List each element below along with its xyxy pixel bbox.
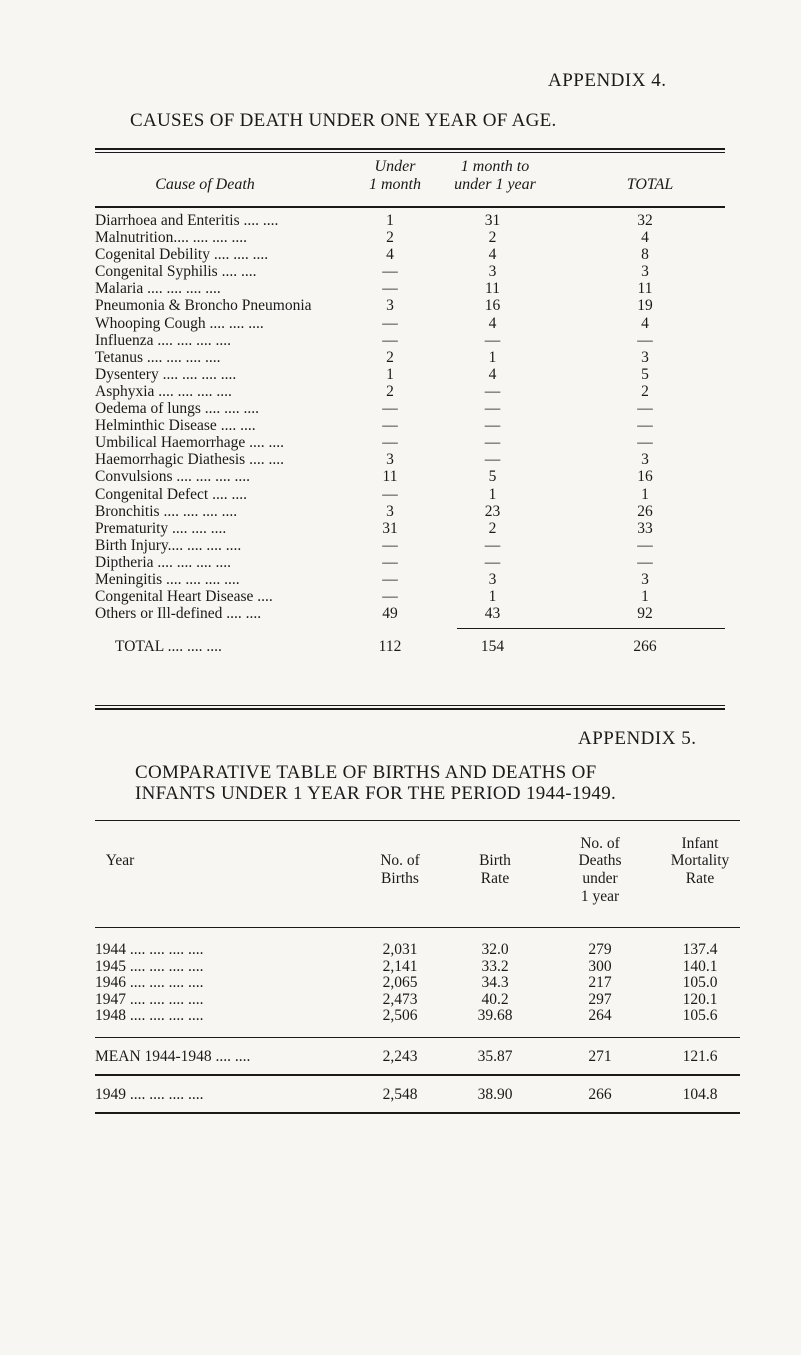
table-row bbox=[95, 942, 735, 959]
table-row bbox=[95, 992, 735, 1009]
cause-cell: Diptheria .... .... .... .... bbox=[95, 553, 232, 571]
under1m-cell: 49 bbox=[382, 605, 398, 623]
table1-top-rule-thin bbox=[95, 152, 725, 153]
m1to1y-cell: 4 bbox=[488, 365, 497, 383]
m1to1y-cell: 4 bbox=[488, 314, 497, 332]
total-cell: — bbox=[637, 331, 653, 349]
births-cell: 2,031 bbox=[382, 941, 418, 958]
table-row bbox=[95, 280, 720, 297]
total-cell: 16 bbox=[637, 468, 653, 486]
m1to1y-cell: — bbox=[484, 400, 501, 418]
table-row bbox=[95, 349, 720, 366]
header-under1m-line2: 1 month bbox=[369, 176, 421, 193]
deaths-cell: 279 bbox=[588, 941, 612, 958]
table1-bottom-rule bbox=[95, 708, 725, 710]
total-cell: 5 bbox=[641, 365, 649, 383]
table1-body bbox=[95, 212, 720, 622]
table-row bbox=[95, 417, 720, 434]
table-row bbox=[95, 486, 720, 503]
infant-mortality-cell: 137.4 bbox=[682, 941, 718, 958]
under1m-cell: — bbox=[382, 434, 398, 452]
m1to1y-cell: 23 bbox=[484, 502, 501, 520]
table-row bbox=[95, 554, 720, 571]
cause-cell: Malnutrition.... .... .... .... bbox=[95, 229, 247, 247]
under1m-cell: — bbox=[382, 553, 398, 571]
under1m-cell: 2 bbox=[386, 229, 394, 247]
m1to1y-cell: — bbox=[484, 434, 501, 452]
cause-cell: Convulsions .... .... .... .... bbox=[95, 468, 251, 486]
infant-mortality-cell: 140.1 bbox=[682, 957, 718, 975]
cause-cell: Others or Ill-defined .... .... bbox=[95, 605, 262, 623]
deaths-cell: 217 bbox=[588, 974, 612, 991]
mean-births: 2,243 bbox=[382, 1047, 418, 1065]
header-deaths-line3: under bbox=[582, 870, 618, 887]
table-row bbox=[95, 297, 720, 314]
total-cell: 92 bbox=[637, 605, 653, 623]
table-row bbox=[95, 451, 720, 468]
total-cell: 4 bbox=[641, 314, 649, 332]
total-cell: 1 bbox=[641, 485, 649, 503]
m1to1y-cell: — bbox=[484, 417, 501, 435]
table-row bbox=[95, 383, 720, 400]
header-m1to1y-line2: under 1 year bbox=[454, 176, 536, 193]
header-year: Year bbox=[105, 852, 135, 869]
m1to1y-cell: 5 bbox=[488, 468, 497, 486]
total-cell: 3 bbox=[641, 263, 649, 281]
under1m-cell: — bbox=[382, 588, 398, 606]
table1-total-rule bbox=[457, 628, 725, 629]
births-cell: 2,141 bbox=[382, 957, 418, 975]
header-births-line2: Births bbox=[381, 870, 419, 887]
births-deaths-table bbox=[95, 827, 735, 1114]
table-row bbox=[95, 975, 735, 992]
table-row bbox=[95, 520, 720, 537]
table-row bbox=[95, 366, 720, 383]
total-cell: 1 bbox=[641, 588, 649, 606]
infant-mortality-cell: 120.1 bbox=[682, 990, 718, 1008]
total-m1to1y: 154 bbox=[480, 638, 505, 656]
cause-cell: Dysentery .... .... .... .... bbox=[95, 365, 237, 383]
total-cell: — bbox=[637, 400, 653, 418]
table1-total-row bbox=[95, 633, 720, 661]
header-deaths-line4: 1 year bbox=[580, 888, 620, 905]
m1to1y-cell: — bbox=[484, 331, 501, 349]
header-imr-line2: Mortality bbox=[670, 852, 730, 869]
deaths-cell: 300 bbox=[588, 957, 612, 975]
under1m-cell: — bbox=[382, 570, 398, 588]
header-cause: Cause of Death bbox=[155, 176, 255, 193]
cause-cell: Whooping Cough .... .... .... bbox=[95, 314, 264, 332]
m1to1y-cell: 43 bbox=[484, 605, 501, 623]
under1m-cell: — bbox=[382, 536, 398, 554]
under1m-cell: — bbox=[382, 280, 398, 298]
table1-header bbox=[95, 158, 720, 206]
header-total: TOTAL bbox=[626, 176, 674, 193]
birth-rate-cell: 33.2 bbox=[481, 957, 509, 975]
births-cell: 2,506 bbox=[382, 1007, 418, 1024]
table2-header-rule bbox=[95, 927, 740, 928]
m1to1y-cell: — bbox=[484, 553, 501, 571]
table2-mean-row bbox=[95, 1042, 735, 1072]
total-cell: 32 bbox=[637, 212, 653, 229]
total-cell: — bbox=[637, 434, 653, 452]
row-1949-rate: 38.90 bbox=[477, 1085, 513, 1103]
m1to1y-cell: 3 bbox=[488, 263, 497, 281]
table-row bbox=[95, 588, 720, 605]
cause-cell: Congenital Defect .... .... bbox=[95, 485, 247, 503]
total-cell: 33 bbox=[637, 519, 653, 537]
mean-rate: 35.87 bbox=[477, 1047, 513, 1065]
table1-header-rule bbox=[95, 206, 725, 208]
under1m-cell: 2 bbox=[386, 348, 394, 366]
cause-cell: Asphyxia .... .... .... .... bbox=[95, 382, 232, 400]
total-cell: 4 bbox=[641, 229, 649, 247]
row-1949-births: 2,548 bbox=[382, 1085, 418, 1103]
table2-mean-top-rule bbox=[95, 1037, 740, 1038]
header-m1to1y-line1: 1 month to bbox=[460, 158, 530, 175]
m1to1y-cell: — bbox=[484, 536, 501, 554]
year-cell: 1946 .... .... .... .... bbox=[95, 974, 204, 991]
appendix-4-label: APPENDIX 4. bbox=[548, 70, 667, 91]
cause-cell: Cogenital Debility .... .... .... bbox=[95, 246, 269, 264]
table-row bbox=[95, 1008, 735, 1025]
total-cell: 3 bbox=[641, 451, 649, 469]
under1m-cell: 3 bbox=[386, 451, 394, 469]
m1to1y-cell: 4 bbox=[488, 246, 497, 264]
m1to1y-cell: 3 bbox=[488, 570, 497, 588]
cause-cell: Meningitis .... .... .... .... bbox=[95, 570, 240, 588]
header-births-line1: No. of bbox=[380, 852, 420, 869]
under1m-cell: 3 bbox=[386, 297, 394, 315]
deaths-cell: 297 bbox=[588, 990, 612, 1008]
year-cell: 1947 .... .... .... .... bbox=[95, 990, 204, 1008]
table-row bbox=[95, 263, 720, 280]
table-row bbox=[95, 229, 720, 246]
cause-cell: Congenital Heart Disease .... bbox=[95, 588, 273, 606]
total-cell: 3 bbox=[641, 348, 649, 366]
cause-cell: Birth Injury.... .... .... .... bbox=[95, 536, 242, 554]
header-deaths-line2: Deaths bbox=[578, 852, 622, 869]
under1m-cell: 11 bbox=[382, 468, 398, 486]
row-1949-imr: 104.8 bbox=[682, 1085, 718, 1103]
cause-cell: Prematurity .... .... .... bbox=[95, 519, 227, 537]
table2-header bbox=[95, 827, 735, 927]
mean-imr: 121.6 bbox=[682, 1047, 718, 1065]
births-cell: 2,473 bbox=[382, 990, 418, 1008]
table2-top-rule bbox=[95, 820, 740, 821]
cause-cell: Pneumonia & Broncho Pneumonia bbox=[95, 297, 312, 315]
cause-cell: Helminthic Disease .... .... bbox=[95, 417, 256, 435]
table-row bbox=[95, 468, 720, 485]
header-under1m-line1: Under bbox=[374, 158, 416, 175]
total-cell: 8 bbox=[641, 246, 649, 264]
table-row bbox=[95, 434, 720, 451]
cause-cell: Bronchitis .... .... .... .... bbox=[95, 502, 238, 520]
under1m-cell: — bbox=[382, 485, 398, 503]
table-row bbox=[95, 332, 720, 349]
table2-1949-top-rule bbox=[95, 1074, 740, 1076]
header-deaths-line1: No. of bbox=[580, 835, 620, 852]
total-under1m: 112 bbox=[378, 638, 402, 656]
births-cell: 2,065 bbox=[382, 974, 418, 991]
header-imr-line3: Rate bbox=[685, 870, 715, 887]
table-row bbox=[95, 246, 720, 263]
mean-year: MEAN 1944-1948 .... .... bbox=[95, 1047, 251, 1065]
appendix-5-title-line1: COMPARATIVE TABLE OF BIRTHS AND DEATHS OF bbox=[135, 762, 597, 783]
under1m-cell: 31 bbox=[382, 519, 398, 537]
under1m-cell: 2 bbox=[386, 382, 394, 400]
total-total: 266 bbox=[633, 638, 657, 656]
birth-rate-cell: 39.68 bbox=[477, 1007, 513, 1024]
table2-body bbox=[95, 942, 735, 1025]
cause-cell: Malaria .... .... .... .... bbox=[95, 280, 221, 298]
under1m-cell: — bbox=[382, 417, 398, 435]
m1to1y-cell: 11 bbox=[485, 280, 500, 298]
header-rate-line1: Birth bbox=[479, 852, 511, 869]
table1-bottom-rule-thin bbox=[95, 705, 725, 706]
year-cell: 1944 .... .... .... .... bbox=[95, 941, 204, 958]
cause-cell: Diarrhoea and Enteritis .... .... bbox=[95, 212, 279, 229]
m1to1y-cell: 2 bbox=[488, 229, 497, 247]
mean-deaths: 271 bbox=[588, 1047, 612, 1065]
under1m-cell: 1 bbox=[386, 212, 394, 229]
appendix-4-title: CAUSES OF DEATH UNDER ONE YEAR OF AGE. bbox=[130, 110, 557, 131]
table2-bottom-rule bbox=[95, 1112, 740, 1114]
m1to1y-cell: 1 bbox=[488, 485, 497, 503]
total-cell: 26 bbox=[637, 502, 653, 520]
row-1949-deaths: 266 bbox=[588, 1085, 612, 1103]
cause-cell: Tetanus .... .... .... .... bbox=[95, 348, 221, 366]
m1to1y-cell: 1 bbox=[488, 588, 497, 606]
cause-cell: Oedema of lungs .... .... .... bbox=[95, 400, 260, 418]
m1to1y-cell: 16 bbox=[484, 297, 501, 315]
birth-rate-cell: 34.3 bbox=[481, 974, 509, 991]
table-row bbox=[95, 315, 720, 332]
table-row bbox=[95, 212, 720, 229]
deaths-cell: 264 bbox=[588, 1007, 612, 1024]
total-cell: 11 bbox=[637, 280, 653, 298]
header-rate-line2: Rate bbox=[480, 870, 510, 887]
table-row bbox=[95, 400, 720, 417]
total-cell: — bbox=[637, 553, 653, 571]
total-label: TOTAL .... .... .... bbox=[115, 638, 222, 656]
infant-mortality-cell: 105.0 bbox=[682, 974, 718, 991]
appendix-5-title-line2: INFANTS UNDER 1 YEAR FOR THE PERIOD 1944-1949. bbox=[135, 783, 617, 804]
total-cell: — bbox=[637, 536, 653, 554]
table-row bbox=[95, 537, 720, 554]
total-cell: 3 bbox=[641, 570, 649, 588]
total-cell: — bbox=[637, 417, 653, 435]
under1m-cell: 4 bbox=[386, 246, 394, 264]
m1to1y-cell: — bbox=[484, 451, 501, 469]
under1m-cell: — bbox=[382, 314, 398, 332]
birth-rate-cell: 32.0 bbox=[481, 941, 509, 958]
under1m-cell: — bbox=[382, 263, 398, 281]
year-cell: 1945 .... .... .... .... bbox=[95, 957, 204, 975]
under1m-cell: — bbox=[382, 400, 398, 418]
table2-1949-row bbox=[95, 1080, 735, 1110]
header-imr-line1: Infant bbox=[681, 835, 719, 852]
table-row bbox=[95, 503, 720, 520]
cause-cell: Congenital Syphilis .... .... bbox=[95, 263, 257, 281]
infant-mortality-cell: 105.6 bbox=[682, 1007, 718, 1024]
year-cell: 1948 .... .... .... .... bbox=[95, 1007, 204, 1024]
m1to1y-cell: 2 bbox=[488, 519, 497, 537]
birth-rate-cell: 40.2 bbox=[481, 990, 509, 1008]
under1m-cell: 3 bbox=[386, 502, 394, 520]
row-1949-year: 1949 .... .... .... .... bbox=[95, 1085, 204, 1103]
m1to1y-cell: — bbox=[484, 382, 501, 400]
causes-of-death-table bbox=[95, 158, 720, 661]
cause-cell: Influenza .... .... .... .... bbox=[95, 331, 232, 349]
cause-cell: Haemorrhagic Diathesis .... .... bbox=[95, 451, 284, 469]
table-row bbox=[95, 605, 720, 622]
appendix-5-label: APPENDIX 5. bbox=[578, 728, 697, 749]
total-cell: 19 bbox=[637, 297, 653, 315]
table1-top-rule bbox=[95, 148, 725, 150]
total-cell: 2 bbox=[641, 382, 649, 400]
cause-cell: Umbilical Haemorrhage .... .... bbox=[95, 434, 284, 452]
under1m-cell: — bbox=[382, 331, 398, 349]
m1to1y-cell: 31 bbox=[484, 212, 501, 229]
m1to1y-cell: 1 bbox=[488, 348, 497, 366]
table-row bbox=[95, 959, 735, 976]
under1m-cell: 1 bbox=[386, 365, 394, 383]
table-row bbox=[95, 571, 720, 588]
